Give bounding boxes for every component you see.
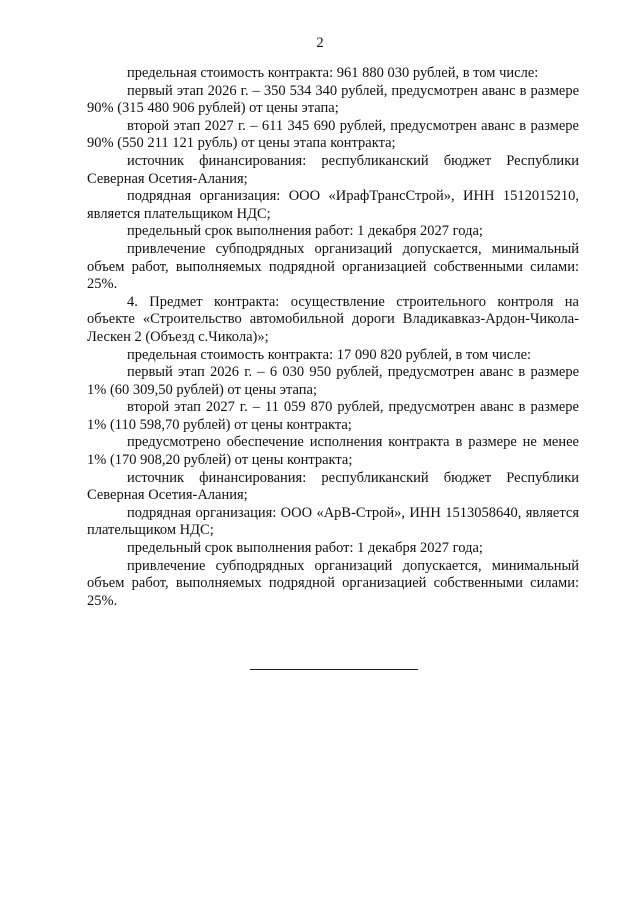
paragraph-contractor-2: подрядная организация: ООО «АрВ-Строй», ИНН 1513058640, является плательщиком НДС;	[87, 504, 579, 539]
paragraph-contract-subject-4: 4. Предмет контракта: осуществление строительного контроля на объекте «Строительство автомобильной дороги Владикавказ-Ардон-Чикола-Лескен 2 (Объезд с.Чикола)»;	[87, 293, 579, 345]
document-body	[87, 65, 579, 610]
paragraph-subcontracting-2: привлечение субподрядных организаций допускается, минимальный объем работ, выполняемых подрядной организацией собственными силами: 25%.	[87, 557, 579, 609]
paragraph-subcontracting-1: привлечение субподрядных организаций допускается, минимальный объем работ, выполняемых подрядной организацией собственными силами: 25%.	[87, 240, 579, 293]
paragraph-funding-source-1: источник финансирования: республиканский бюджет Республики Северная Осетия-Алания;	[87, 152, 579, 187]
paragraph-stage-two-1: второй этап 2027 г. – 611 345 690 рублей, предусмотрен аванс в размере 90% (550 211 121 рубль) от цены этапа контракта;	[87, 117, 579, 152]
page-number: 2	[316, 35, 324, 51]
paragraph-stage-one-2: первый этап 2026 г. – 6 030 950 рублей, предусмотрен аванс в размере 1% (60 309,50 рублей) от цены этапа;	[87, 364, 579, 398]
paragraph-stage-one-1: первый этап 2026 г. – 350 534 340 рублей, предусмотрен аванс в размере 90% (315 480 906 рублей) от цены этапа;	[87, 82, 579, 117]
paragraph-deadline-2: предельный срок выполнения работ: 1 декабря 2027 года;	[127, 540, 483, 557]
paragraph-contractor-1: подрядная организация: ООО «ИрафТрансСтрой», ИНН 1512015210, является плательщиком НДС;	[87, 188, 579, 222]
paragraph-contract-price-2: предельная стоимость контракта: 17 090 820 рублей, в том числе:	[127, 346, 532, 363]
paragraph-performance-security: предусмотрено обеспечение исполнения контракта в размере не менее 1% (170 908,20 рублей) от цены контракта;	[87, 434, 579, 469]
paragraph-deadline-1: предельный срок выполнения работ: 1 декабря 2027 года;	[127, 223, 483, 240]
paragraph-funding-source-2: источник финансирования: республиканский бюджет Республики Северная Осетия-Алания;	[87, 469, 579, 504]
closing-rule	[250, 669, 418, 670]
paragraph-contract-price-1: предельная стоимость контракта: 961 880 030 рублей, в том числе:	[127, 65, 539, 81]
paragraph-stage-two-2: второй этап 2027 г. – 11 059 870 рублей, предусмотрен аванс в размере 1% (110 598,70 рублей) от цены контракта;	[87, 399, 579, 433]
